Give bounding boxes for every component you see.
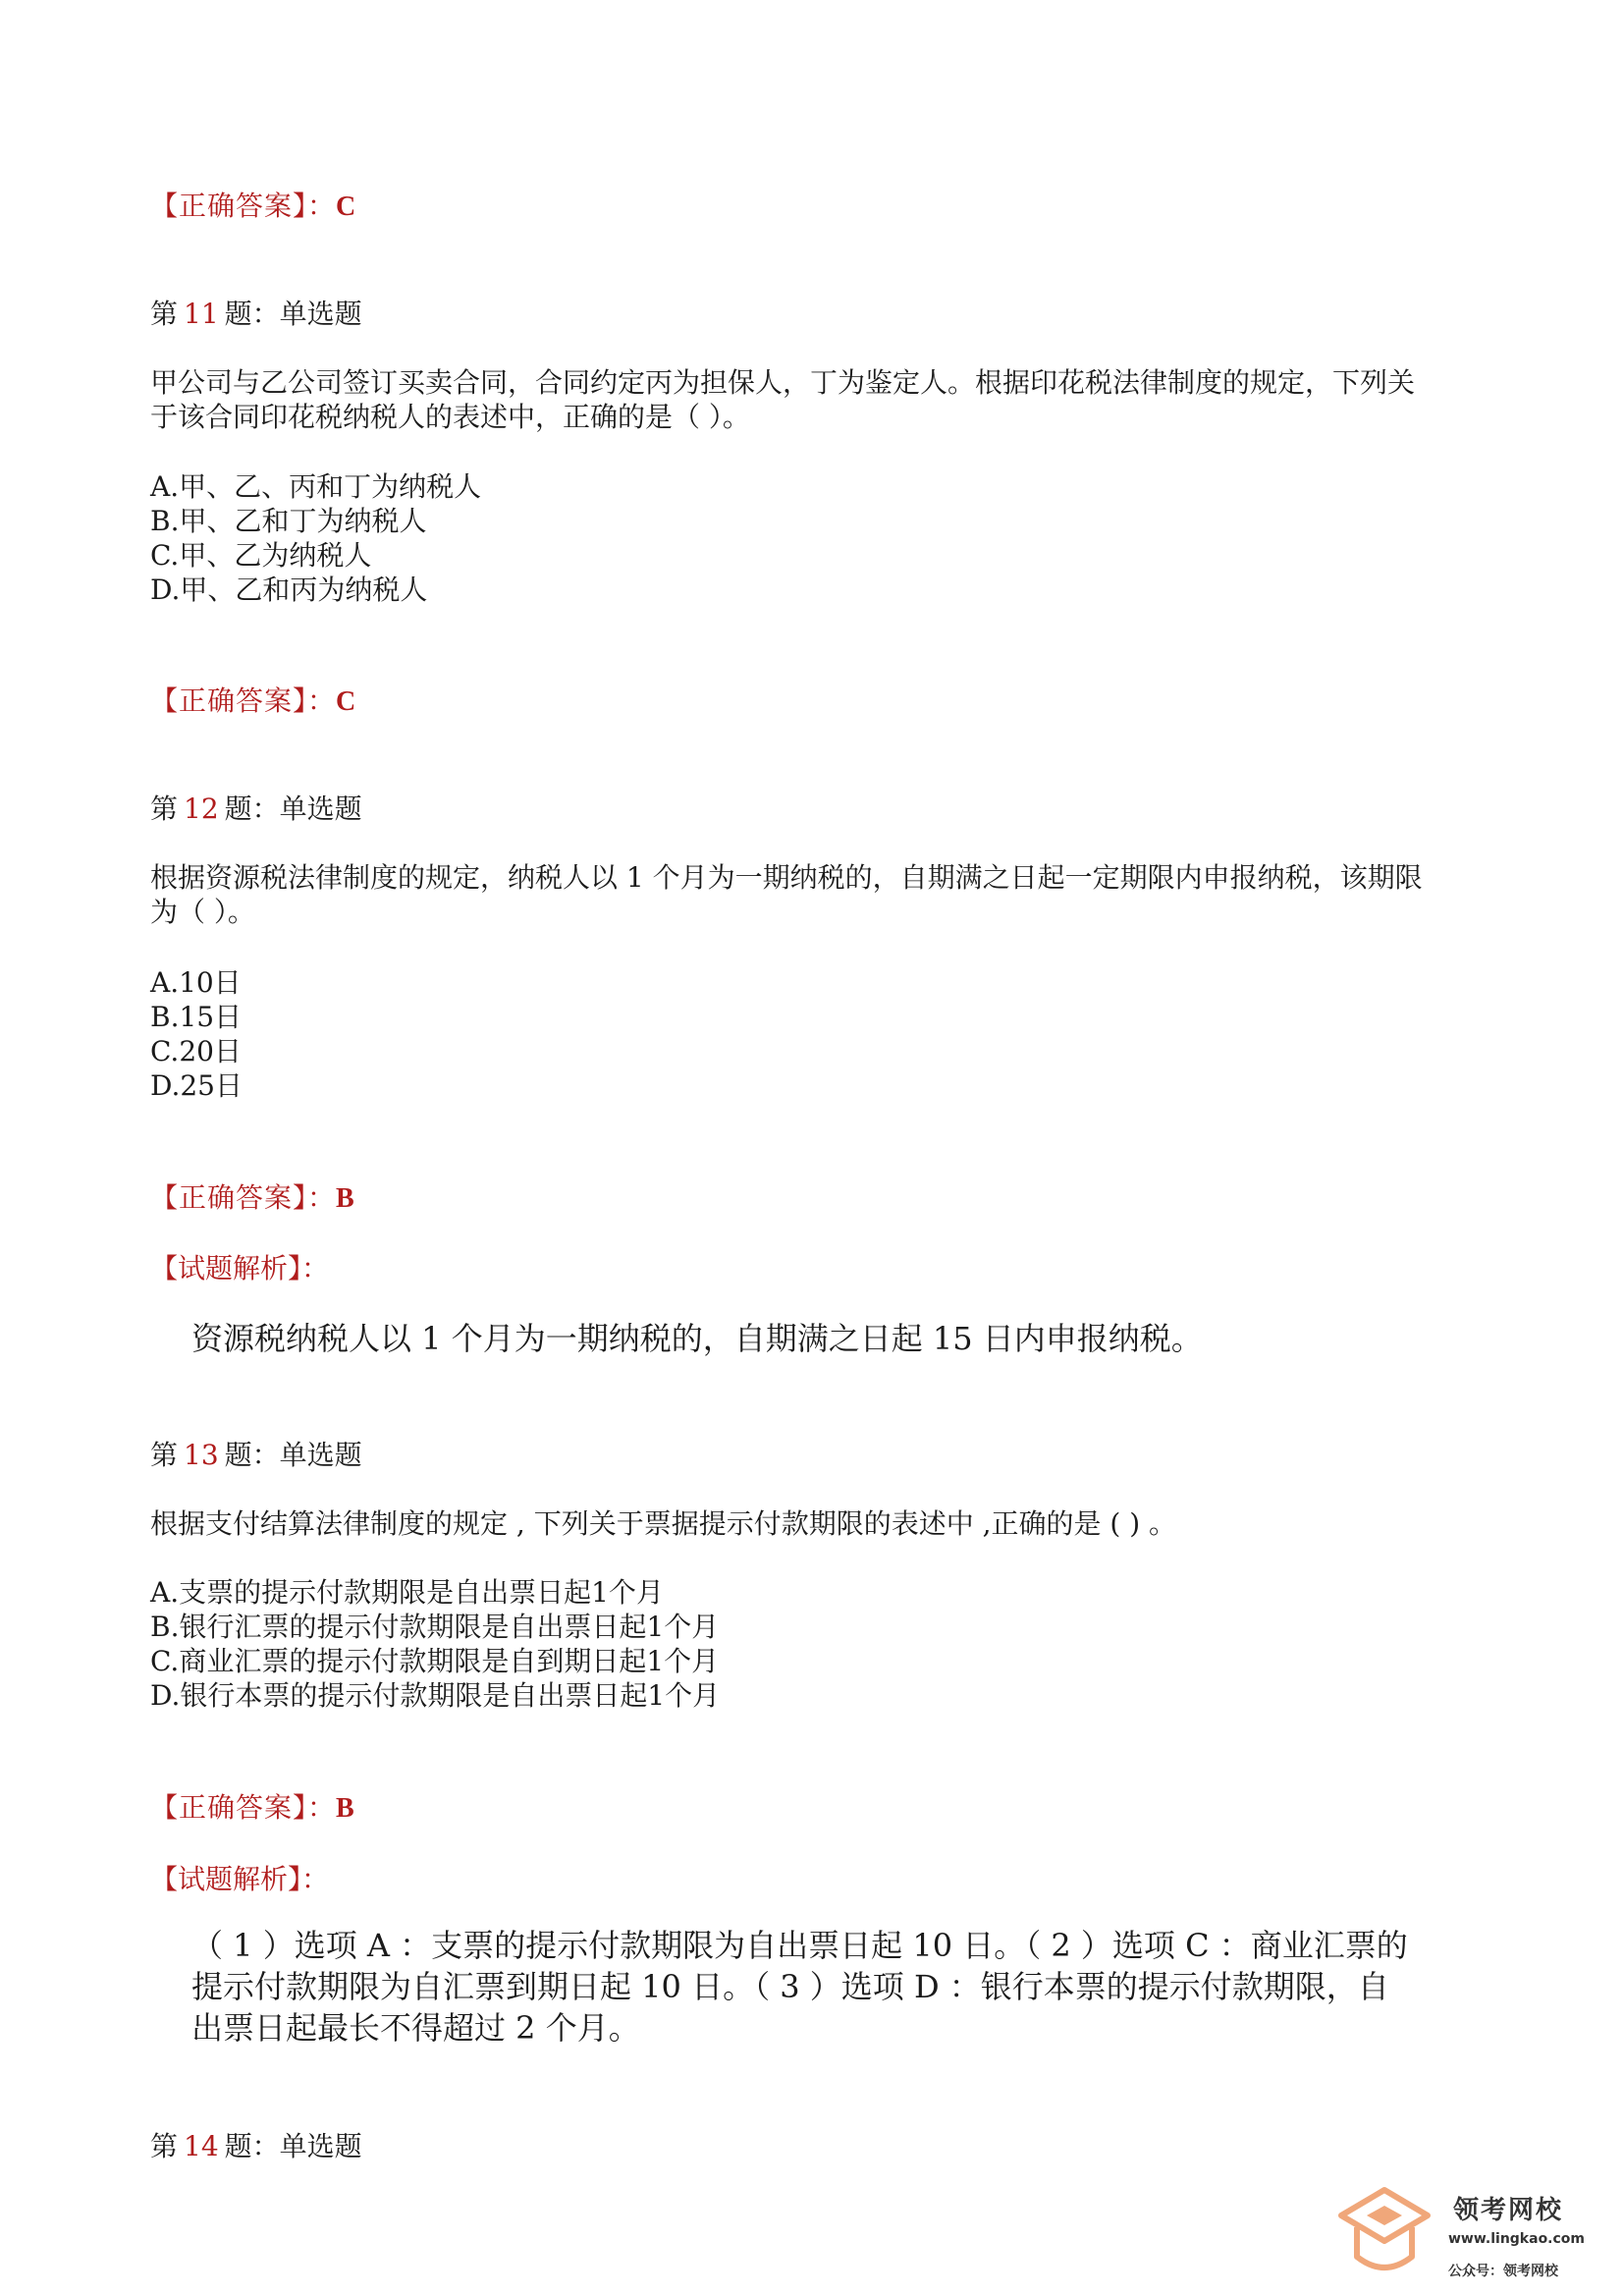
q13-analysis	[191, 1925, 1488, 2049]
analysis-line: 出票日起最长不得超过 2 个月。	[191, 2009, 640, 2047]
analysis-line: 资源税纳税人以 1 个月为一期纳税的，自期满之日起 15 日内申报纳税。	[191, 1320, 1203, 1357]
stem-line: 为（ ）。	[150, 896, 255, 928]
logo-brand: 领考网校	[1453, 2196, 1564, 2225]
option-b: B.15日	[150, 1001, 243, 1033]
q12-options	[150, 965, 243, 1103]
question-prefix: 第	[150, 298, 179, 330]
q14-heading	[150, 2125, 362, 2164]
analysis-line: 提示付款期限为自汇票到期日起 10 日。（ 3 ）选项 D ：银行本票的提示付款期限，自	[191, 1968, 1389, 2005]
answer-label: 【正确答案】：	[150, 190, 337, 222]
q12-analysis	[191, 1318, 1488, 1359]
question-number: 12	[184, 793, 219, 825]
answer-value: B	[336, 1183, 355, 1214]
question-number: 13	[184, 1439, 219, 1471]
q12-analysis-label: 【试题解析】：	[150, 1252, 330, 1285]
option-c: C.甲、乙为纳税人	[150, 539, 372, 572]
question-type: 题：单选题	[224, 793, 362, 825]
question-prefix: 第	[150, 793, 179, 825]
q11-stem	[150, 365, 1486, 434]
q11-heading	[150, 293, 362, 332]
q13-stem	[150, 1506, 1486, 1541]
option-c: C.商业汇票的提示付款期限是自到期日起1个月	[150, 1645, 720, 1677]
question-type: 题：单选题	[224, 298, 362, 330]
question-number: 11	[184, 298, 219, 330]
stem-line: 甲公司与乙公司签订买卖合同，合同约定丙为担保人，丁为鉴定人。根据印花税法律制度的规定，下列关	[150, 366, 1416, 399]
option-d: D.银行本票的提示付款期限是自出票日起1个月	[150, 1679, 721, 1712]
q10-answer	[150, 185, 356, 224]
q11-options	[150, 469, 481, 607]
option-c: C.20日	[150, 1035, 242, 1067]
lingkao-logo	[1335, 2182, 1600, 2290]
question-number: 14	[184, 2130, 219, 2162]
answer-value: C	[336, 686, 357, 717]
stem-line: 根据支付结算法律制度的规定 , 下列关于票据提示付款期限的表述中 ,正确的是 ( ) 。	[150, 1507, 1177, 1540]
option-d: D.25日	[150, 1069, 243, 1102]
question-prefix: 第	[150, 2130, 179, 2162]
option-a: A.支票的提示付款期限是自出票日起1个月	[150, 1576, 664, 1609]
q11-answer	[150, 680, 356, 719]
option-b: B.甲、乙和丁为纳税人	[150, 505, 427, 537]
logo-wechat: 公众号：领考网校	[1448, 2264, 1558, 2279]
option-d: D.甲、乙和丙为纳税人	[150, 574, 428, 606]
question-prefix: 第	[150, 1439, 179, 1471]
answer-label: 【正确答案】：	[150, 1791, 337, 1824]
q12-stem	[150, 860, 1486, 929]
option-a: A.甲、乙、丙和丁为纳税人	[150, 470, 482, 503]
answer-label: 【正确答案】：	[150, 684, 337, 717]
q13-heading	[150, 1434, 362, 1473]
q12-answer	[150, 1176, 355, 1216]
logo-url: www.lingkao.com	[1448, 2231, 1586, 2247]
answer-value: B	[336, 1793, 355, 1824]
question-type: 题：单选题	[224, 1439, 362, 1471]
answer-value: C	[336, 191, 357, 222]
answer-label: 【正确答案】：	[150, 1181, 337, 1214]
q13-answer	[150, 1786, 355, 1826]
option-b: B.银行汇票的提示付款期限是自出票日起1个月	[150, 1611, 720, 1643]
question-type: 题：单选题	[224, 2130, 362, 2162]
q13-options	[150, 1575, 720, 1713]
graduation-cap-icon	[1335, 2184, 1434, 2282]
option-a: A.10日	[150, 966, 242, 999]
stem-line: 根据资源税法律制度的规定，纳税人以 1 个月为一期纳税的，自期满之日起一定期限内申报纳税，该期限	[150, 861, 1423, 894]
stem-line: 于该合同印花税纳税人的表述中，正确的是（ ）。	[150, 401, 750, 433]
analysis-line: （ 1 ）选项 A ：支票的提示付款期限为自出票日起 10 日。（ 2 ）选项 C ：商业汇票的	[191, 1927, 1408, 1964]
q12-heading	[150, 788, 362, 827]
q13-analysis-label: 【试题解析】：	[150, 1863, 330, 1895]
